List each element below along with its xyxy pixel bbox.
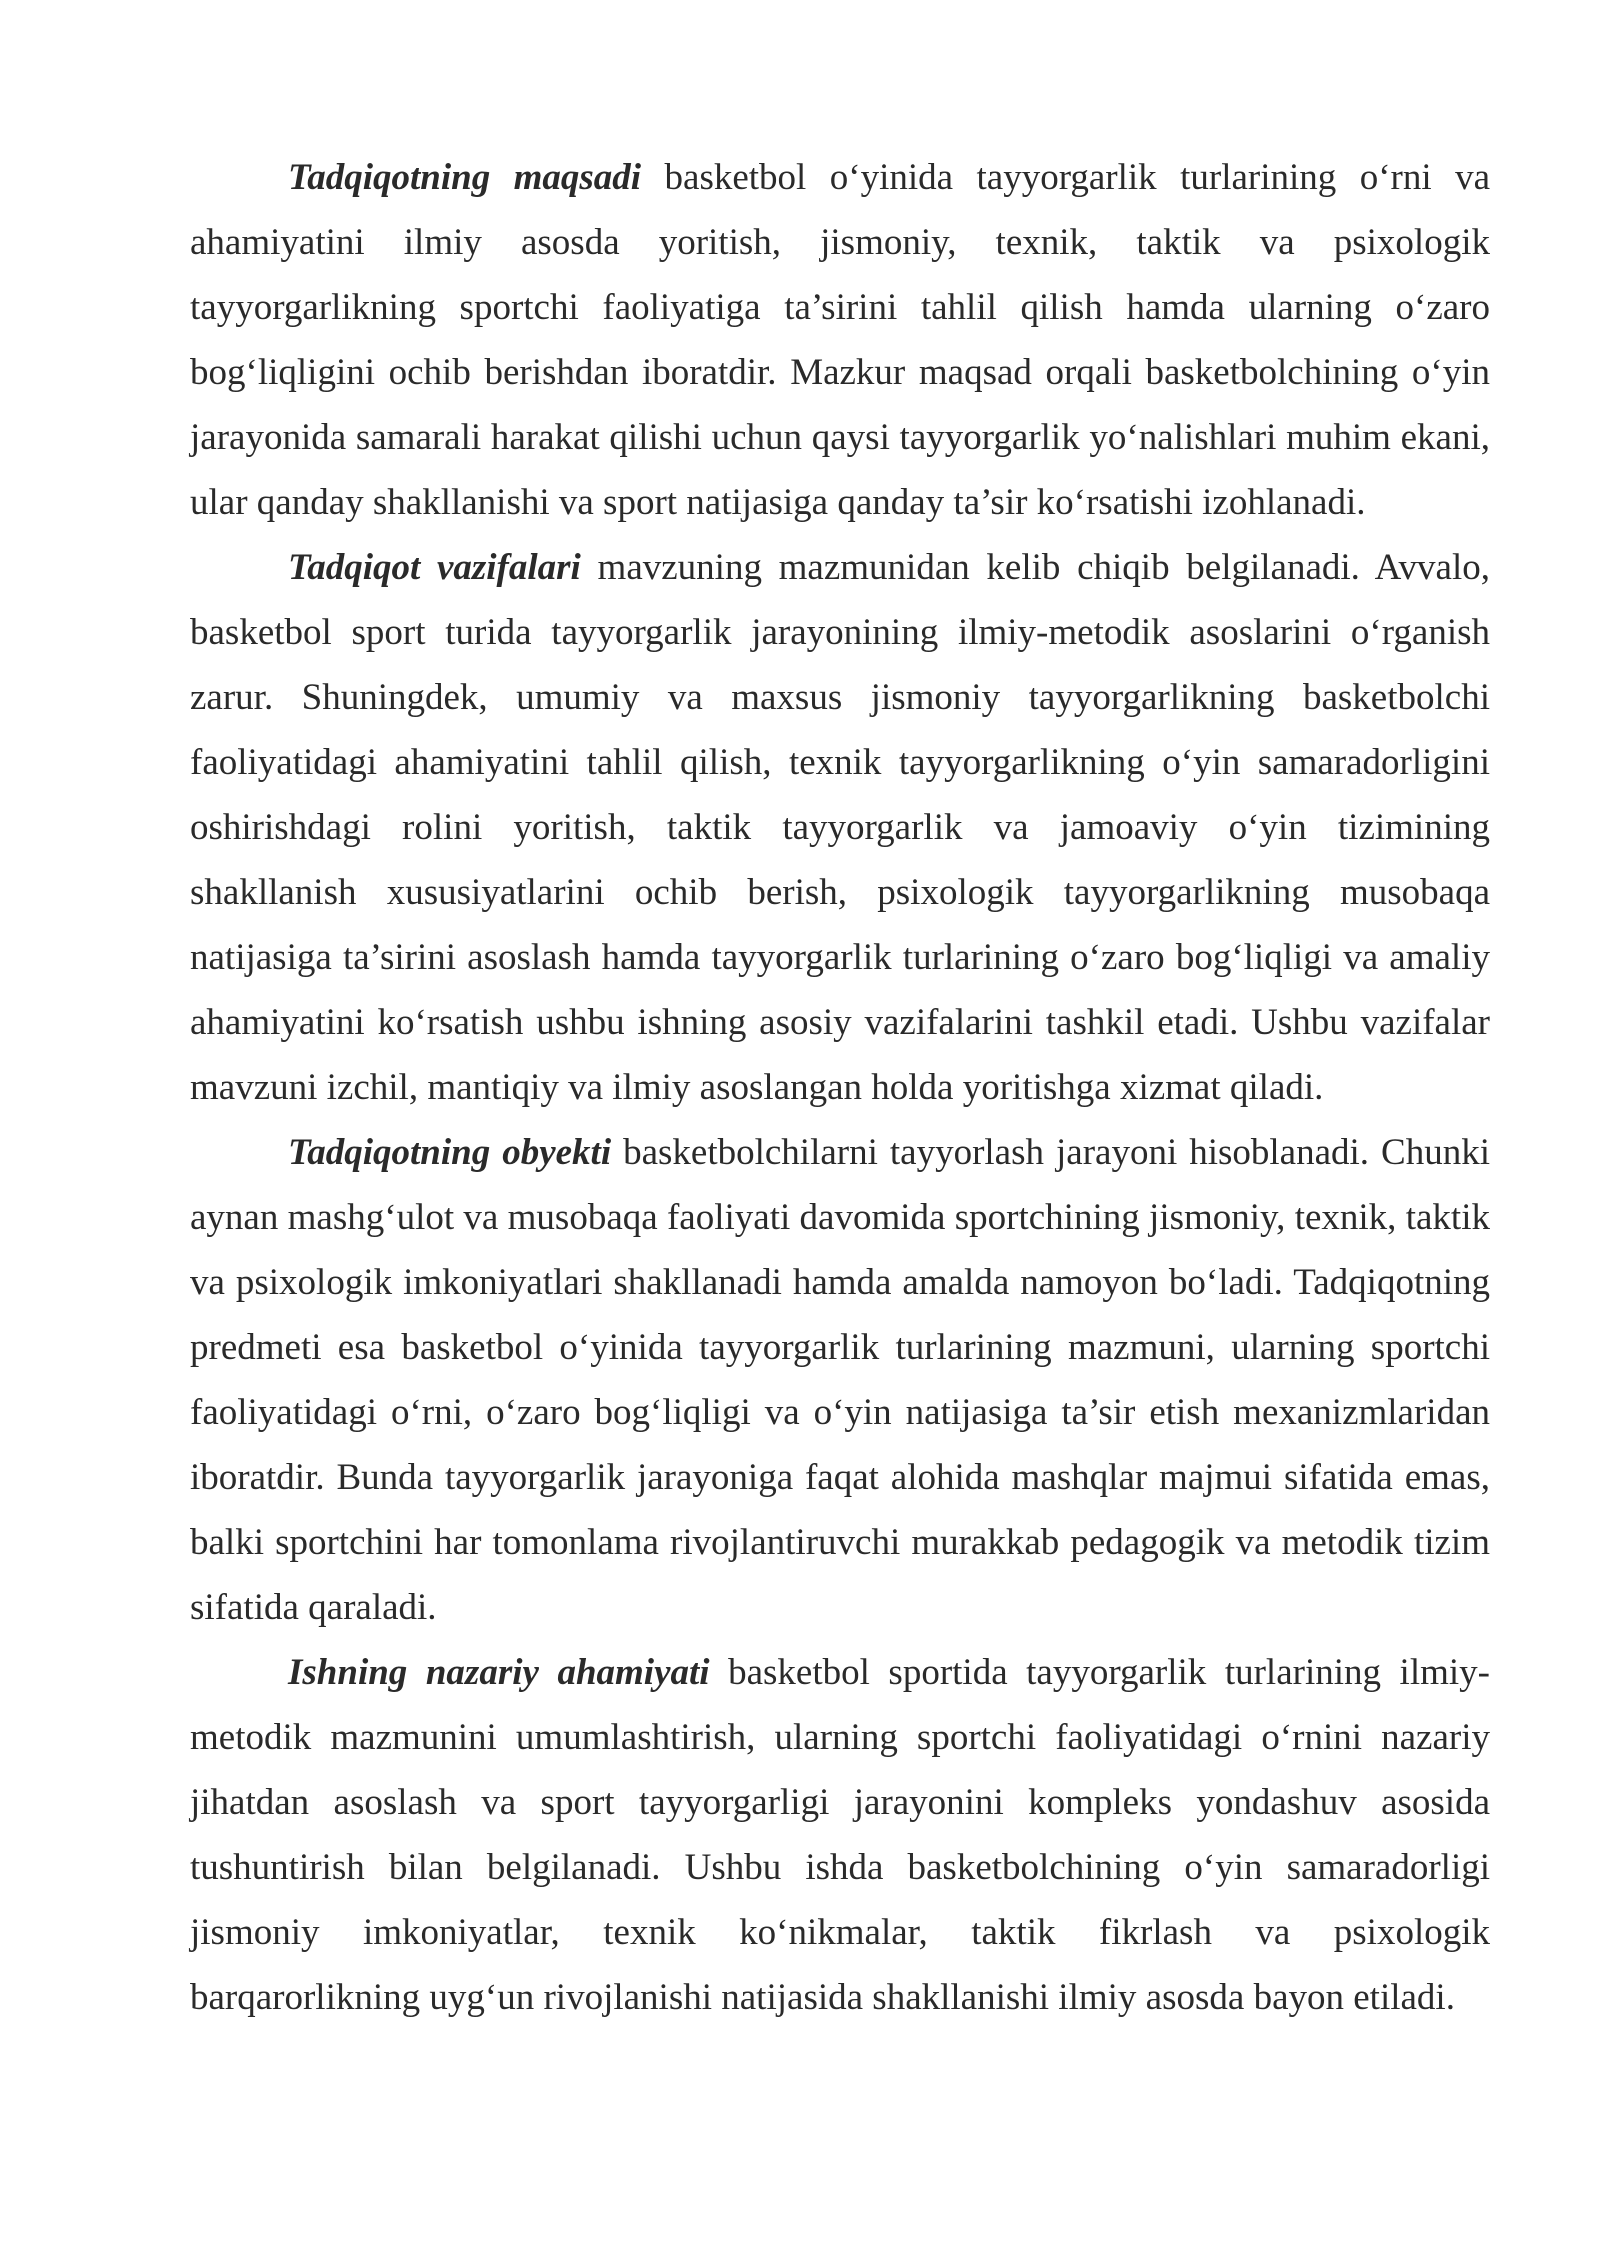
paragraph-body: basketbolchilarni tayyorlash jarayoni hisoblanadi. Chunki aynan mashg‘ulot va musobaqa faoliyati davomida sportchining jismoniy, texnik, taktik va psixologik imkoniyatlari shakllanadi hamda amalda namoyon bo‘ladi. Tadqiqotning predmeti esa basketbol o‘yinida tayyorgarlik turlarining mazmuni, ularning sportchi faoliyatidagi o‘rni, o‘zaro bog‘liqligi va o‘yin natijasiga ta’sir etish mexanizmlaridan iboratdir. Bunda tayyorgarlik jarayoniga faqat alohida mashqlar majmui sifatida emas, balki sportchini har tomonlama rivojlantiruvchi murakkab pedagogik va metodik tizim sifatida qaraladi. (190, 1132, 1490, 1628)
paragraph-lead: Tadqiqotning obyekti (288, 1132, 612, 1173)
paragraph-research-tasks (190, 535, 1490, 1120)
paragraph-body: basketbol o‘yinida tayyorgarlik turlarining o‘rni va ahamiyatini ilmiy asosda yoritish, jismoniy, texnik, taktik va psixologik tayyorgarlikning sportchi faoliyatiga ta’sirini tahlil qilish hamda ularning o‘zaro bog‘liqligini ochib berishdan iboratdir. Mazkur maqsad orqali basketbolchining o‘yin jarayonida samarali harakat qilishi uchun qaysi tayyorgarlik yo‘nalishlari muhim ekani, ular qanday shakllanishi va sport natijasiga qanday ta’sir ko‘rsatishi izohlanadi. (190, 157, 1490, 523)
paragraph-lead: Tadqiqot vazifalari (288, 547, 581, 588)
paragraph-lead: Tadqiqotning maqsadi (288, 157, 642, 198)
paragraph-theoretical-significance (190, 1640, 1490, 2030)
paragraph-research-goal (190, 145, 1490, 535)
document-page (190, 145, 1490, 2030)
paragraph-lead: Ishning nazariy ahamiyati (288, 1652, 710, 1693)
paragraph-research-object (190, 1120, 1490, 1640)
paragraph-body: mavzuning mazmunidan kelib chiqib belgilanadi. Avvalo, basketbol sport turida tayyorgarlik jarayonining ilmiy-metodik asoslarini o‘rganish zarur. Shuningdek, umumiy va maxsus jismoniy tayyorgarlikning basketbolchi faoliyatidagi ahamiyatini tahlil qilish, texnik tayyorgarlikning o‘yin samaradorligini oshirishdagi rolini yoritish, taktik tayyorgarlik va jamoaviy o‘yin tizimining shakllanish xususiyatlarini ochib berish, psixologik tayyorgarlikning musobaqa natijasiga ta’sirini asoslash hamda tayyorgarlik turlarining o‘zaro bog‘liqligi va amaliy ahamiyatini ko‘rsatish ushbu ishning asosiy vazifalarini tashkil etadi. Ushbu vazifalar mavzuni izchil, mantiqiy va ilmiy asoslangan holda yoritishga xizmat qiladi. (190, 547, 1490, 1108)
paragraph-body: basketbol sportida tayyorgarlik turlarining ilmiy-metodik mazmunini umumlashtirish, ularning sportchi faoliyatidagi o‘rnini nazariy jihatdan asoslash va sport tayyorgarligi jarayonini kompleks yondashuv asosida tushuntirish bilan belgilanadi. Ushbu ishda basketbolchining o‘yin samaradorligi jismoniy imkoniyatlar, texnik ko‘nikmalar, taktik fikrlash va psixologik barqarorlikning uyg‘un rivojlanishi natijasida shakllanishi ilmiy asosda bayon etiladi. (190, 1652, 1490, 2018)
